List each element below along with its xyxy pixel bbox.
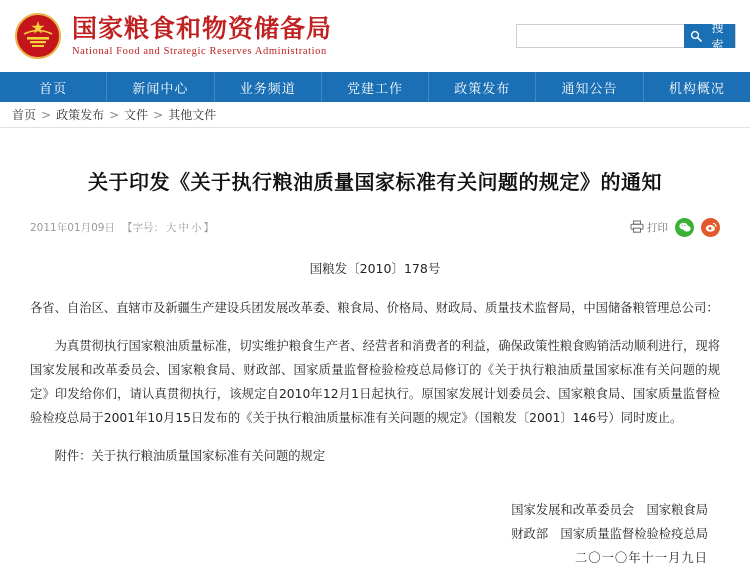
signature-line-2: 财政部 国家质量监督检验检疫总局	[511, 526, 708, 541]
print-button[interactable]	[630, 220, 668, 236]
national-emblem-icon	[14, 12, 62, 60]
main-nav	[0, 72, 750, 102]
fontsize-control[interactable]	[121, 220, 215, 235]
document-number: 国粮发〔2010〕178号	[309, 261, 441, 276]
search-button[interactable]	[684, 21, 735, 52]
nav-item-party[interactable]: 党建工作	[322, 72, 429, 102]
breadcrumb-separator: >	[41, 107, 52, 122]
fontsize-label-end: 】	[203, 222, 214, 234]
printer-icon	[630, 220, 644, 236]
article-meta-left	[30, 220, 215, 235]
wechat-icon[interactable]	[675, 218, 694, 237]
search-input[interactable]	[517, 25, 684, 47]
nav-item-notice[interactable]: 通知公告	[536, 72, 643, 102]
breadcrumb-separator: >	[109, 107, 120, 122]
breadcrumb-item-documents[interactable]: 文件	[124, 108, 149, 122]
fontsize-medium[interactable]: 中	[178, 222, 189, 234]
fontsize-label: 【字号：	[121, 222, 164, 234]
nav-item-about[interactable]: 机构概况	[668, 81, 725, 97]
article-meta-right	[630, 218, 720, 237]
signature-line-1: 国家发展和改革委员会 国家粮食局	[511, 502, 708, 517]
site-brand	[72, 15, 332, 58]
fontsize-small[interactable]: 小	[190, 222, 202, 234]
nav-item-policy[interactable]: 政策发布	[429, 72, 536, 102]
article-meta	[24, 218, 726, 237]
breadcrumb-item-policy[interactable]: 政策发布	[56, 108, 105, 122]
site-header	[0, 0, 750, 72]
breadcrumb-separator: >	[153, 107, 164, 122]
nav-item-business[interactable]: 业务频道	[215, 72, 322, 102]
search-button-label: 搜索	[711, 21, 724, 52]
print-label: 打印	[647, 222, 668, 234]
signature-block	[24, 499, 726, 571]
document-body	[24, 297, 726, 469]
nav-item-news[interactable]: 新闻中心	[107, 72, 214, 102]
page-title: 关于印发《关于执行粮油质量国家标准有关问题的规定》的通知	[88, 170, 662, 194]
publish-date: 2011年01月09日	[30, 222, 115, 234]
signature-date: 二〇一〇年十一月九日	[575, 550, 708, 565]
search-icon	[690, 30, 702, 42]
attachment-line: 附件：关于执行粮油质量国家标准有关问题的规定	[54, 448, 326, 463]
search-box[interactable]	[516, 21, 736, 52]
fontsize-large[interactable]: 大	[165, 222, 177, 234]
breadcrumb-item-home[interactable]: 首页	[12, 108, 37, 122]
breadcrumb-item-other[interactable]: 其他文件	[168, 108, 217, 122]
nav-item-home[interactable]: 首页	[0, 72, 107, 102]
article	[0, 168, 750, 571]
weibo-icon[interactable]	[701, 218, 720, 237]
org-name-en: National Food and Strategic Reserves Administration	[72, 46, 327, 58]
org-name-cn: 国家粮食和物资储备局	[72, 13, 333, 43]
paragraph-main: 为真贯彻执行国家粮油质量标准，切实维护粮食生产者、经营者和消费者的利益，确保政策性粮食购销活动顺利进行，现将国家发展和改革委员会、国家粮食局、财政部、国家质量监督检验检疫总局修订的《关于执行粮油质量国家标准有关问题的规定》印发给你们，请认真贯彻执行，该规定自2010年12月1日起执行。原国家发展计划委员会、国家粮食局、国家质量监督检验检疫总局于2001年10月15日发布的《关于执行粮油质量标准有关问题的规定》（国粮发〔2001〕146号）同时废止。	[30, 338, 720, 425]
breadcrumb	[0, 102, 750, 128]
paragraph-recipients: 各省、自治区、直辖市及新疆生产建设兵团发展改革委、粮食局、价格局、财政局、质量技术监督局，中国储备粮管理总公司：	[30, 301, 719, 315]
